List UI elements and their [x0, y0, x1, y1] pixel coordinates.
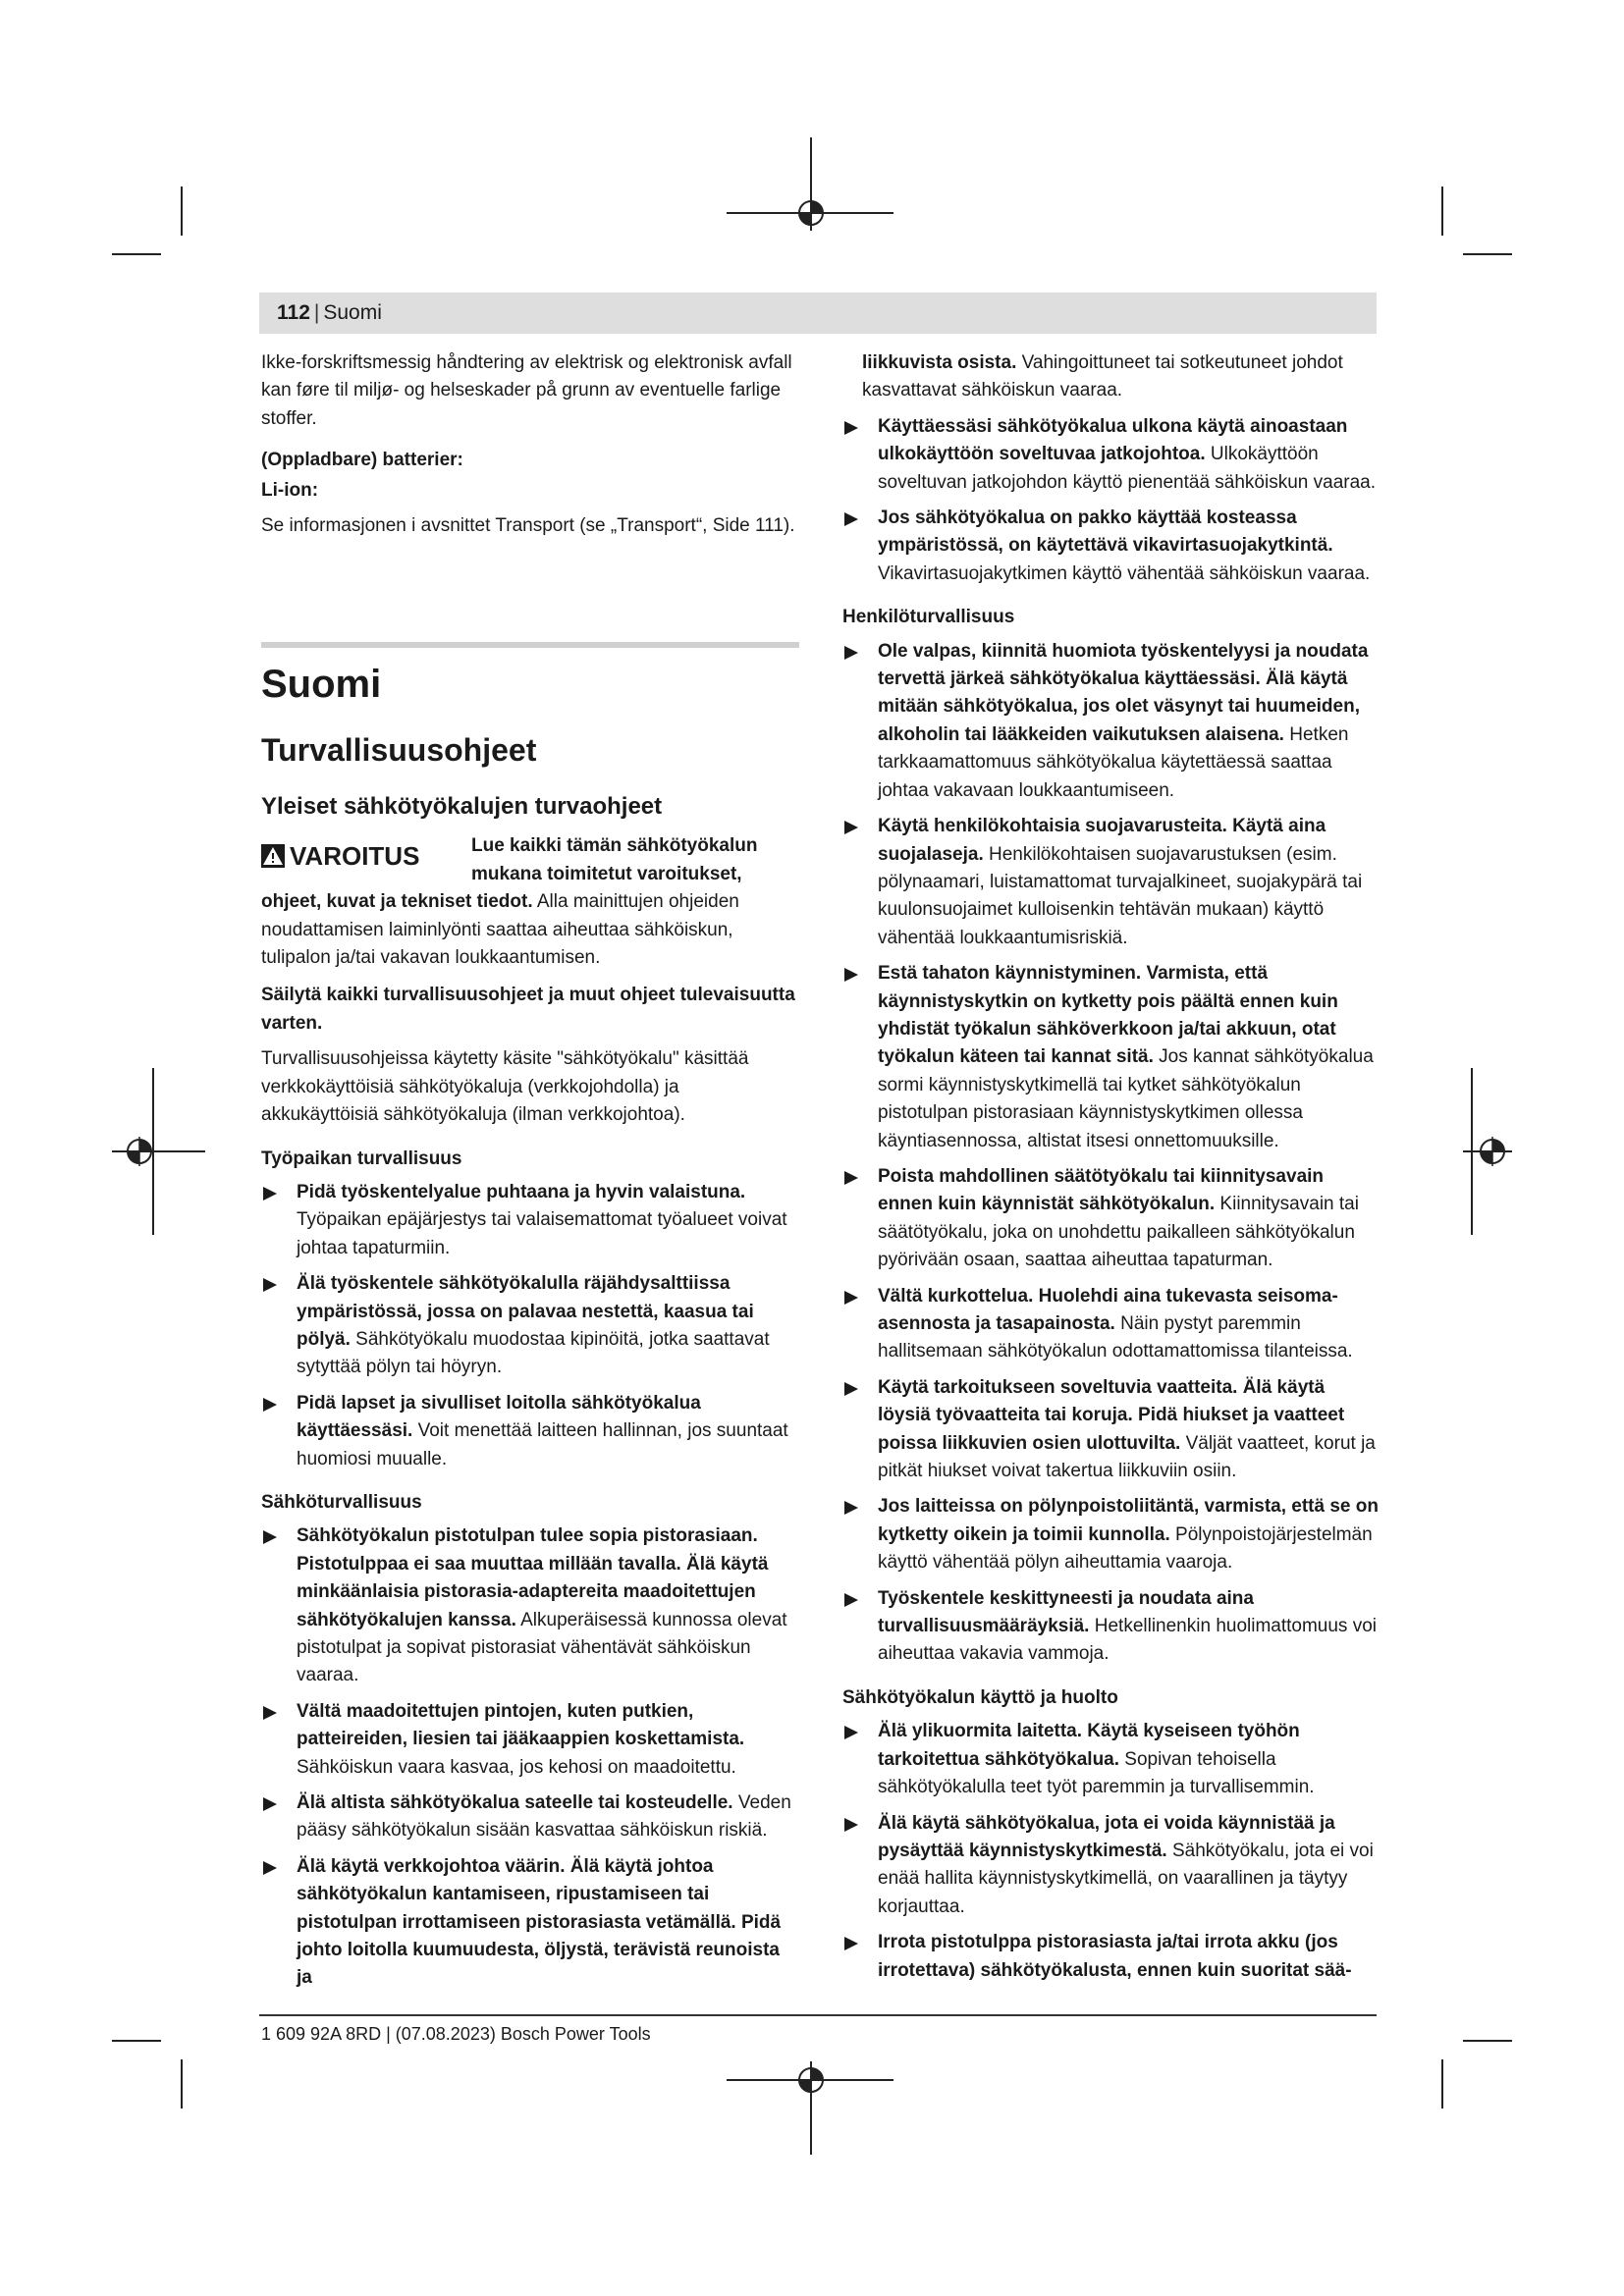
- bullet-arrow-icon: [844, 1937, 858, 1950]
- bullet-arrow-icon: [844, 1291, 858, 1305]
- bullet-arrow-icon: [263, 1187, 277, 1201]
- item-bold: Käytä henkilökohtaisia suojavarusteita. Käytä aina suojalaseja.: [878, 816, 1326, 865]
- bullet-arrow-icon: [844, 1593, 858, 1607]
- warning-triangle-icon: [261, 844, 285, 868]
- warning-text: Alla mainittujen ohjeiden noudattamisen laiminlyönti saattaa aiheuttaa sähköiskun, tulipalon ja/tai vakavan loukkaantumisen.: [261, 891, 739, 969]
- list-item: [261, 1179, 799, 1262]
- list-item: [842, 1493, 1380, 1576]
- crop-mark: [112, 2040, 161, 2042]
- item-bold: Pidä lapset ja sivulliset loitolla sähkötyökalua käyttäessäsi.: [297, 1392, 701, 1442]
- language-title: Suomi: [261, 663, 382, 707]
- item-text: Sähkötyökalu muodostaa kipinöitä, jotka saattavat sytyttää pölyn tai höyryn.: [297, 1328, 770, 1378]
- warning-block: [261, 832, 799, 972]
- registration-target-icon: [796, 2065, 826, 2095]
- crop-mark: [181, 2059, 183, 2109]
- list-item: [842, 638, 1380, 805]
- tool-use-heading: Sähkötyökalun käyttö ja huolto: [842, 1686, 1118, 1708]
- continued-text: Vahingoittuneet tai sotkeutuneet johdot kasvattavat sähköiskun vaaraa.: [862, 352, 1343, 401]
- crop-mark: [112, 253, 161, 255]
- registration-target-icon: [1478, 1137, 1507, 1166]
- bullet-arrow-icon: [844, 421, 858, 435]
- item-bold: Jos laitteissa on pölynpoistoliitäntä, varmista, että se on kytketty oikein ja toimii kunnolla.: [878, 1496, 1379, 1545]
- item-bold: Poista mahdollinen säätötyökalu tai kiinnitysavain ennen kuin käynnistät sähkötyökalun.: [878, 1165, 1325, 1215]
- bullet-arrow-icon: [844, 968, 858, 982]
- page-number: 112: [277, 301, 310, 324]
- bullet-arrow-icon: [263, 1861, 277, 1875]
- item-text: Sähkötyökalu, jota ei voi enää hallita käynnistyskytkimellä, on vaarallinen ja täytyy korjauttaa.: [878, 1840, 1374, 1917]
- term-definition: Turvallisuusohjeissa käytetty käsite "sähkötyökalu" käsittää verkkokäyttöisiä sähkötyökaluja (verkkojohdolla) ja akkukäyttöisiä sähkötyökaluja (ilman verkkojohtoa).: [261, 1048, 749, 1126]
- footer-text: 1 609 92A 8RD | (07.08.2023) Bosch Power Tools: [261, 2024, 651, 2044]
- bullet-arrow-icon: [263, 1797, 277, 1811]
- item-bold: Ole valpas, kiinnitä huomiota työskentelyysi ja noudata tervettä järkeä sähkötyökalua käyttäessäsi. Älä käytä mitään sähkötyökalua, jos olet väsynyt tai huumeiden, alkoholin tai lääkkeiden vaikutuksen alaisena.: [878, 640, 1369, 745]
- liion-heading: Li-ion:: [261, 479, 319, 501]
- crop-mark: [1441, 187, 1443, 236]
- bullet-arrow-icon: [844, 646, 858, 660]
- item-text: Näin pystyt paremmin hallitsemaan sähkötyökalun odottamattomissa tilanteissa.: [878, 1313, 1353, 1362]
- item-text: Veden pääsy sähkötyökalun sisään kasvattaa sähköiskun riskiä.: [297, 1792, 791, 1842]
- header-language: Suomi: [323, 301, 382, 324]
- crop-mark: [181, 187, 183, 236]
- item-text: Väljät vaatteet, korut ja pitkät hiukset voivat takertua liikkuviin osiin.: [878, 1432, 1376, 1482]
- list-item: [261, 1698, 799, 1782]
- item-text: Alkuperäisessä kunnossa olevat pistotulpat ja sopivat pistorasiat vähentävät sähköiskun vaaraa.: [297, 1609, 787, 1686]
- general-safety-heading: Yleiset sähkötyökalujen turvaohjeet: [261, 793, 663, 821]
- bullet-arrow-icon: [263, 1278, 277, 1292]
- header-separator: |: [313, 301, 320, 324]
- footer-rule: [259, 2014, 1377, 2016]
- item-text: Pölynpoistojärjestelmän käyttö vähentää pölyn aiheuttamia vaaroja.: [878, 1523, 1373, 1574]
- batteries-heading: (Oppladbare) batterier:: [261, 450, 463, 471]
- item-bold: Älä altista sähkötyökalua sateelle tai kosteudelle.: [297, 1792, 733, 1814]
- bullet-arrow-icon: [844, 1818, 858, 1832]
- item-bold: Käytä tarkoitukseen soveltuvia vaatteita. Älä käytä löysiä työvaatteita tai koruja. Pidä hiukset ja vaatteet poissa liikkuvien osien ulottuvilta.: [878, 1376, 1345, 1454]
- warning-label: VAROITUS: [290, 841, 420, 872]
- item-bold: Sähkötyökalun pistotulpan tulee sopia pistorasiaan. Pistotulppaa ei saa muuttaa millään tavalla. Älä käytä minkäänlaisia pistorasia-adaptereita maadoitettujen sähkötyökalujen kanssa.: [297, 1525, 769, 1630]
- bullet-arrow-icon: [844, 512, 858, 526]
- item-bold: Älä käytä sähkötyökalua, jota ei voida käynnistää ja pysäyttää käynnistyskytkimestä.: [878, 1812, 1335, 1861]
- warning-badge: [261, 836, 458, 876]
- list-item: [842, 1810, 1380, 1922]
- item-text: Vikavirtasuojakytkimen käyttö vähentää sähköiskun vaaraa.: [878, 562, 1371, 584]
- item-text: Hetken tarkkaamattomuus sähkötyökalua käytettäessä saattaa johtaa vakavaan loukkaantumiseen.: [878, 723, 1349, 801]
- list-item: [842, 413, 1380, 497]
- left-column: [261, 349, 799, 2001]
- item-bold: Älä työskentele sähkötyökalulla räjähdysalttiissa ympäristössä, jossa on palavaa nestettä, kaasua tai pölyä.: [297, 1273, 754, 1350]
- list-item: [261, 1853, 799, 1993]
- list-item: [261, 1789, 799, 1845]
- item-bold: Jos sähkötyökalua on pakko käyttää kosteassa ympäristössä, on käytettävä vikavirtasuojakytkintä.: [878, 507, 1333, 557]
- list-item: [842, 813, 1380, 952]
- list-item: [842, 505, 1380, 588]
- item-text: Hetkellinenkin huolimattomuus voi aiheuttaa vakavia vammoja.: [878, 1616, 1378, 1665]
- crop-mark: [1463, 2040, 1512, 2042]
- item-bold: Älä ylikuormita laitetta. Käytä kyseiseen työhön tarkoitettua sähkötyökalua.: [878, 1721, 1300, 1770]
- item-bold: Älä käytä verkkojohtoa väärin. Älä käytä johtoa sähkötyökalun kantamiseen, ripustamiseen tai pistotulpan irrottamiseen pistorasiasta vetämällä. Pidä johto loitolla kuumuudesta, öljystä, terävistä reunoista ja: [297, 1855, 782, 1989]
- bullet-arrow-icon: [844, 821, 858, 834]
- list-item: [842, 960, 1380, 1155]
- registration-line: [1471, 1068, 1473, 1235]
- crop-mark: [1441, 2059, 1443, 2109]
- list-item: [842, 1163, 1380, 1275]
- item-text: Sopivan tehoisella sähkötyökalulla teet työt paremmin ja turvallisemmin.: [878, 1748, 1315, 1798]
- item-bold: Vältä kurkottelua. Huolehdi aina tukevasta seisoma-asennosta ja tasapainosta.: [878, 1285, 1338, 1334]
- item-text: Ulkokäyttöön soveltuvan jatkojohdon käyttö pienentää sähköiskun vaaraa.: [878, 444, 1377, 493]
- bullet-arrow-icon: [263, 1398, 277, 1412]
- item-text: Henkilökohtaisen suojavarustuksen (esim. pölynaamari, luistamattomat turvajalkineet, suojakypärä tai kuulonsuojaimet kulloisenkin tehtävän mukaan) käyttö vähentää loukkaantumisriskiä.: [878, 843, 1363, 948]
- bullet-arrow-icon: [844, 1501, 858, 1515]
- bullet-arrow-icon: [263, 1706, 277, 1720]
- item-bold: Työskentele keskittyneesti ja noudata aina turvallisuusmääräyksiä.: [878, 1587, 1254, 1637]
- bullet-arrow-icon: [844, 1171, 858, 1185]
- warning-bold-text: Lue kaikki tämän sähkötyökalun mukana toimitetut varoitukset, ohjeet, kuvat ja tekniset tiedot.: [261, 835, 758, 913]
- item-text: Jos kannat sähkötyökalua sormi käynnistyskytkimellä tai kytket sähkötyökalun pistotulpan pistorasiaan käynnistyskytkimen ollessa käyntiasennossa, altistat itsesi onnettomuuksille.: [878, 1046, 1374, 1151]
- list-item: [842, 1374, 1380, 1486]
- list-item: [842, 1929, 1380, 1985]
- item-text: Kiinnitysavain tai säätötyökalu, joka on unohdettu paikalleen sähkötyökalun pyörivään osaan, saattaa aiheuttaa tapaturman.: [878, 1194, 1359, 1271]
- right-column: [842, 349, 1380, 1993]
- crop-mark: [1463, 253, 1512, 255]
- list-item: [261, 1522, 799, 1689]
- item-text: Työpaikan epäjärjestys tai valaisemattomat työalueet voivat johtaa tapaturmiin.: [297, 1209, 787, 1258]
- item-bold: Käyttäessäsi sähkötyökalua ulkona käytä ainoastaan ulkokäyttöön soveltuvaa jatkojohtoa.: [878, 415, 1348, 465]
- keep-instructions: Säilytä kaikki turvallisuusohjeet ja muut ohjeet tulevaisuutta varten.: [261, 985, 795, 1034]
- list-item: [842, 1283, 1380, 1366]
- personal-safety-heading: Henkilöturvallisuus: [842, 607, 1015, 628]
- bullet-arrow-icon: [844, 1726, 858, 1739]
- list-item: [842, 1585, 1380, 1669]
- list-item: [261, 1390, 799, 1473]
- work-area-heading: Työpaikan turvallisuus: [261, 1148, 462, 1169]
- item-bold: Vältä maadoitettujen pintojen, kuten putkien, patteireiden, liesien tai jääkaappien koskettamista.: [297, 1700, 745, 1750]
- bullet-arrow-icon: [263, 1530, 277, 1544]
- item-bold: Estä tahaton käynnistyminen. Varmista, että käynnistyskytkin on kytketty pois päältä ennen kuin yhdistät työkalun sähköverkkoon ja/tai akkuun, otat työkalun käteen tai kannat sitä.: [878, 963, 1338, 1068]
- registration-target-icon: [125, 1137, 154, 1166]
- registration-target-icon: [796, 198, 826, 228]
- continued-bold: liikkuvista osista.: [862, 352, 1017, 373]
- intro-paragraph: Ikke-forskriftsmessig håndtering av elektrisk og elektronisk avfall kan føre til miljø- og helseskader på grunn av eventuelle farlige stoffer.: [261, 352, 792, 429]
- page-header: [259, 293, 1377, 334]
- list-item: [842, 1718, 1380, 1801]
- bullet-arrow-icon: [844, 1382, 858, 1396]
- item-text: Voit menettää laitteen hallinnan, jos suuntaat huomiosi muualle.: [297, 1420, 788, 1469]
- electrical-heading: Sähköturvallisuus: [261, 1491, 422, 1513]
- liion-text: Se informasjonen i avsnittet Transport (se „Transport“, Side 111).: [261, 515, 795, 537]
- safety-title: Turvallisuusohjeet: [261, 732, 537, 769]
- list-item: [261, 1270, 799, 1382]
- item-text: Sähköiskun vaara kasvaa, jos kehosi on maadoitettu.: [297, 1756, 736, 1778]
- item-bold: Irrota pistotulppa pistorasiasta ja/tai irrota akku (jos irrotettava) sähkötyökalusta, ennen kuin suoritat sää-: [878, 1932, 1352, 1981]
- item-bold: Pidä työskentelyalue puhtaana ja hyvin valaistuna.: [297, 1181, 746, 1202]
- section-divider: [261, 642, 799, 648]
